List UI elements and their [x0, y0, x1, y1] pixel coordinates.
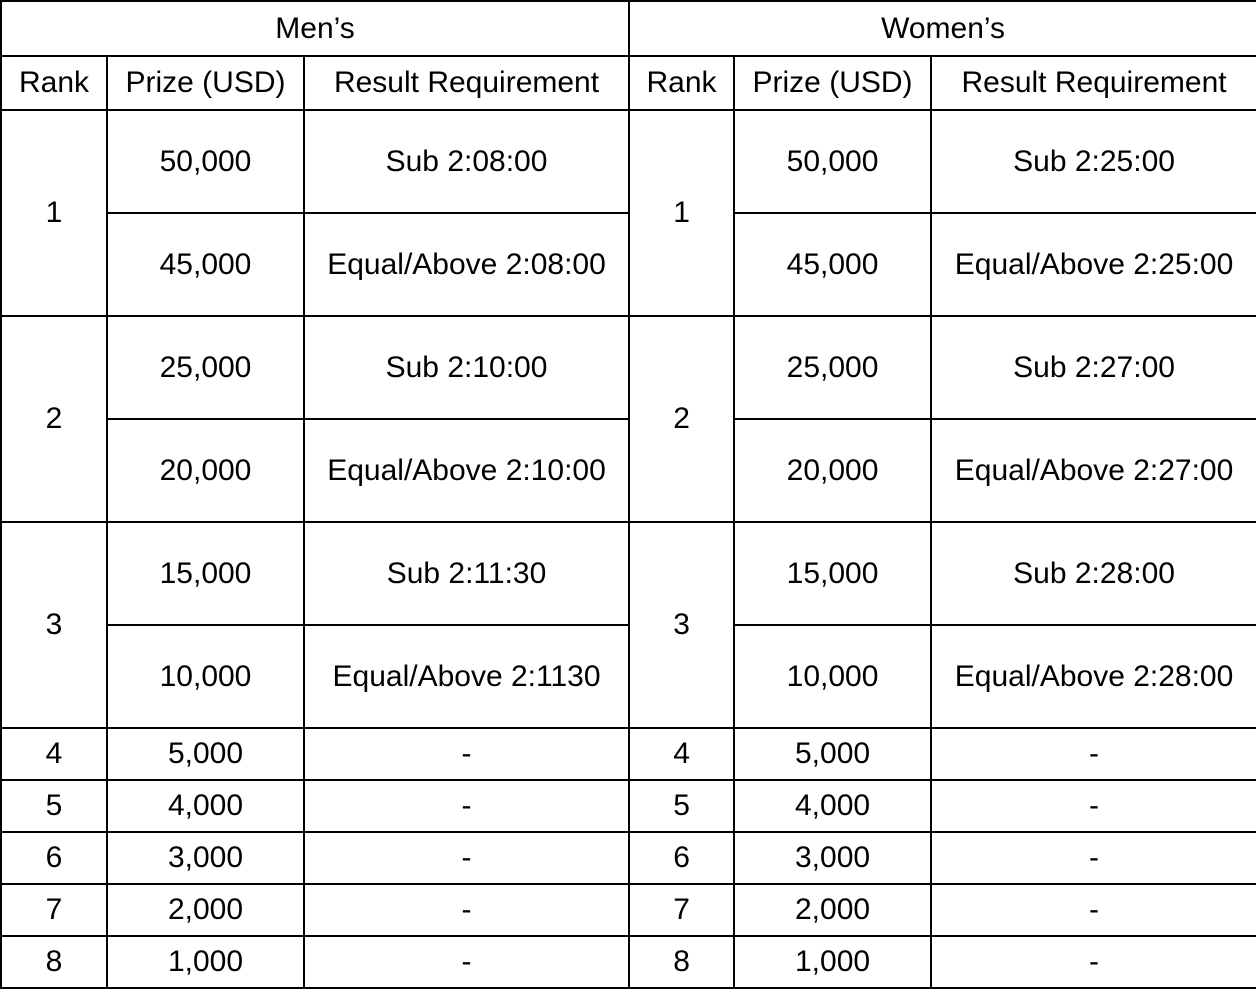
mens-requirement-cell: -	[304, 832, 629, 884]
table-row	[1, 316, 1256, 419]
table-row	[1, 936, 1256, 988]
womens-rank-cell: 5	[629, 780, 734, 832]
mens-requirement-header: Result Requirement	[304, 56, 629, 110]
mens-prize-cell: 2,000	[107, 884, 304, 936]
mens-prize-cell: 5,000	[107, 728, 304, 780]
womens-rank-cell: 6	[629, 832, 734, 884]
womens-requirement-cell: -	[931, 780, 1256, 832]
table-row	[1, 728, 1256, 780]
womens-requirement-header: Result Requirement	[931, 56, 1256, 110]
womens-prize-cell: 15,000	[734, 522, 931, 625]
womens-group-header: Women’s	[629, 1, 1256, 56]
mens-requirement-cell: -	[304, 780, 629, 832]
mens-rank-cell: 5	[1, 780, 107, 832]
womens-prize-cell: 2,000	[734, 884, 931, 936]
womens-requirement-cell: Sub 2:28:00	[931, 522, 1256, 625]
mens-prize-cell: 50,000	[107, 110, 304, 213]
mens-prize-cell: 20,000	[107, 419, 304, 522]
mens-prize-cell: 15,000	[107, 522, 304, 625]
womens-prize-cell: 45,000	[734, 213, 931, 316]
group-header-row	[1, 1, 1256, 56]
table-row	[1, 780, 1256, 832]
womens-requirement-cell: -	[931, 936, 1256, 988]
column-header-row	[1, 56, 1256, 110]
mens-requirement-cell: -	[304, 884, 629, 936]
mens-rank-cell: 2	[1, 316, 107, 522]
womens-rank-cell: 8	[629, 936, 734, 988]
womens-requirement-cell: Sub 2:27:00	[931, 316, 1256, 419]
mens-prize-header: Prize (USD)	[107, 56, 304, 110]
womens-rank-cell: 2	[629, 316, 734, 522]
womens-requirement-cell: Sub 2:25:00	[931, 110, 1256, 213]
womens-prize-cell: 50,000	[734, 110, 931, 213]
womens-requirement-cell: Equal/Above 2:28:00	[931, 625, 1256, 728]
womens-requirement-cell: -	[931, 832, 1256, 884]
mens-requirement-cell: -	[304, 728, 629, 780]
table-row	[1, 884, 1256, 936]
womens-prize-header: Prize (USD)	[734, 56, 931, 110]
mens-rank-header: Rank	[1, 56, 107, 110]
mens-rank-cell: 3	[1, 522, 107, 728]
womens-rank-header: Rank	[629, 56, 734, 110]
womens-requirement-cell: Equal/Above 2:25:00	[931, 213, 1256, 316]
mens-requirement-cell: Equal/Above 2:10:00	[304, 419, 629, 522]
mens-requirement-cell: Sub 2:08:00	[304, 110, 629, 213]
mens-requirement-cell: Equal/Above 2:1130	[304, 625, 629, 728]
mens-prize-cell: 4,000	[107, 780, 304, 832]
table-row	[1, 419, 1256, 522]
mens-requirement-cell: -	[304, 936, 629, 988]
mens-prize-cell: 45,000	[107, 213, 304, 316]
womens-prize-cell: 1,000	[734, 936, 931, 988]
mens-rank-cell: 8	[1, 936, 107, 988]
table-row	[1, 522, 1256, 625]
mens-prize-cell: 25,000	[107, 316, 304, 419]
mens-rank-cell: 6	[1, 832, 107, 884]
table-row	[1, 110, 1256, 213]
mens-prize-cell: 3,000	[107, 832, 304, 884]
mens-rank-cell: 4	[1, 728, 107, 780]
womens-prize-cell: 5,000	[734, 728, 931, 780]
mens-requirement-cell: Equal/Above 2:08:00	[304, 213, 629, 316]
womens-prize-cell: 25,000	[734, 316, 931, 419]
womens-rank-cell: 4	[629, 728, 734, 780]
womens-prize-cell: 20,000	[734, 419, 931, 522]
table-row	[1, 625, 1256, 728]
womens-requirement-cell: -	[931, 884, 1256, 936]
womens-requirement-cell: Equal/Above 2:27:00	[931, 419, 1256, 522]
womens-prize-cell: 10,000	[734, 625, 931, 728]
mens-group-header: Men’s	[1, 1, 629, 56]
table-row	[1, 832, 1256, 884]
womens-prize-cell: 3,000	[734, 832, 931, 884]
mens-prize-cell: 1,000	[107, 936, 304, 988]
womens-requirement-cell: -	[931, 728, 1256, 780]
mens-requirement-cell: Sub 2:10:00	[304, 316, 629, 419]
mens-rank-cell: 1	[1, 110, 107, 316]
womens-prize-cell: 4,000	[734, 780, 931, 832]
mens-requirement-cell: Sub 2:11:30	[304, 522, 629, 625]
womens-rank-cell: 1	[629, 110, 734, 316]
womens-rank-cell: 7	[629, 884, 734, 936]
womens-rank-cell: 3	[629, 522, 734, 728]
table-body	[1, 1, 1256, 988]
mens-rank-cell: 7	[1, 884, 107, 936]
mens-prize-cell: 10,000	[107, 625, 304, 728]
table-row	[1, 213, 1256, 316]
